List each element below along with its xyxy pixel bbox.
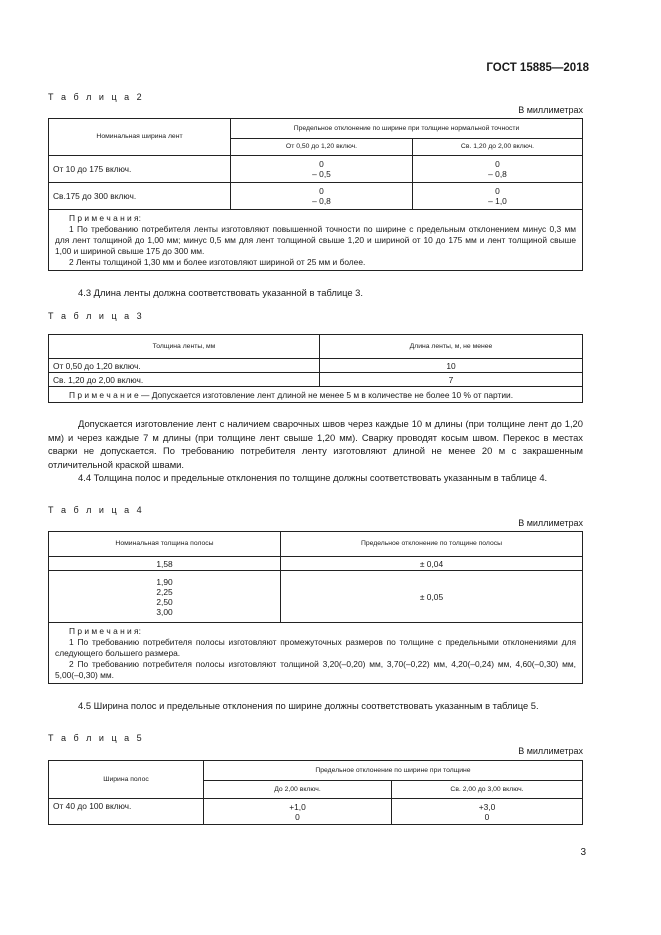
table2-row1-b1: 0 (495, 159, 500, 169)
table5-row1-label: От 40 до 100 включ. (49, 799, 204, 825)
table2-note1: 1 По требованию потребителя ленты изготовляют повышенной точности по ширине с предельным отклонением минус 0,3 мм для лент толщиной до 1,00 мм; минус 0,5 мм для лент толщиной свыше 1,20 и шириной от 10 до 175 мм и лент толщиной свыше 1,00 и шириной свыше 175 до 300 мм. (55, 224, 576, 256)
table5-row1-b1: +3,0 (478, 801, 496, 812)
paragraph-4-5: 4.5 Ширина полос и предельные отклонения по ширине должны соответствовать указанным в таблице 5. (78, 700, 539, 711)
table3-caption: Т а б л и ц а 3 (48, 311, 145, 321)
table2-sub2: Св. 1,20 до 2,00 включ. (413, 139, 583, 156)
table-row (49, 183, 583, 210)
table5-col-width: Ширина полос (49, 761, 204, 799)
table4-col1: Номинальная толщина полосы (49, 532, 281, 557)
table2-row2-a1: 0 (319, 186, 324, 196)
table4-row2-label-1: 1,90 (156, 576, 173, 587)
table5-row1-a1: +1,0 (289, 801, 306, 812)
table2-notes-title: П р и м е ч а н и я: (69, 213, 141, 223)
table3-row2-label: Св. 1,20 до 2,00 включ. (49, 373, 320, 387)
table5-units: В миллиметрах (518, 746, 583, 756)
table2-row2-label: Св.175 до 300 включ. (49, 183, 231, 210)
table2-row1-label: От 10 до 175 включ. (49, 156, 231, 183)
table2-sub1: От 0,50 до 1,20 включ. (231, 139, 413, 156)
table3-row1-label: От 0,50 до 1,20 включ. (49, 359, 320, 373)
table-row (49, 359, 583, 373)
table-row (49, 799, 583, 825)
table3-row1-value: 10 (320, 359, 583, 373)
table2-col-width: Номинальная ширина лент (49, 119, 231, 156)
table4-caption: Т а б л и ц а 4 (48, 505, 145, 515)
table3-note (49, 387, 583, 403)
table-row (49, 557, 583, 571)
table-row (49, 156, 583, 183)
table4-note2: 2 По требованию потребителя полосы изготовляют толщиной 3,20(–0,20) мм, 3,70(–0,22) мм, 4,20(–0,24) мм, 4,60(–0,30) мм, 5,00(–0,30) мм. (55, 659, 576, 680)
paragraph-welds: Допускается изготовление лент с наличием сварочных швов через каждые 10 м длины (при толщине лент до 1,20 мм) и через каждые 7 м длины (при толщине лент свыше 1,20 мм). Сварку проводят косым швом. Перекос в местах сварки не допускается. По требованию потребителя ленту изготовляют длиной не менее 20 м с закрашенным отличительной краской швами. (48, 418, 583, 470)
table2-row2-a2: – 0,8 (312, 196, 331, 206)
table5-row1-a2: 0 (295, 811, 300, 822)
table4-row2-label-4: 3,00 (156, 606, 173, 617)
table3-row2-value: 7 (320, 373, 583, 387)
table2-units: В миллиметрах (518, 105, 583, 115)
paragraph-4-4: 4.4 Толщина полос и предельные отклонения по толщине должны соответствовать указанным в таблице 4. (78, 472, 548, 483)
table4-row2-label-2: 2,25 (156, 586, 173, 597)
table4-row1-label: 1,58 (49, 557, 281, 571)
table2-row1-b2: – 0,8 (488, 169, 507, 179)
table5-sub2: Св. 2,00 до 3,00 включ. (392, 781, 583, 799)
table5-sub1: До 2,00 включ. (204, 781, 392, 799)
table4-note1: 1 По требованию потребителя полосы изготовляют промежуточных размеров по толщине с предельными отклонениями для следующего большего размера. (55, 637, 576, 658)
paragraph-4-3: 4.3 Длина ленты должна соответствовать указанной в таблице 3. (78, 287, 363, 298)
table2-notes (49, 210, 583, 271)
table4-units: В миллиметрах (518, 518, 583, 528)
table4-notes (49, 623, 583, 684)
table3-col2: Длина ленты, м, не менее (320, 335, 583, 359)
table5 (48, 760, 583, 825)
table4-notes-title: П р и м е ч а н и я: (69, 626, 141, 636)
table2-row2-b1: 0 (495, 186, 500, 196)
table5-caption: Т а б л и ц а 5 (48, 733, 145, 743)
table2-row1-a1: 0 (319, 159, 324, 169)
table4 (48, 531, 583, 684)
table2 (48, 118, 583, 271)
table2-note2: 2 Ленты толщиной 1,30 мм и более изготовляют шириной от 25 мм и более. (69, 257, 366, 267)
table4-row2-label-3: 2,50 (156, 596, 173, 607)
table3-col1: Толщина ленты, мм (49, 335, 320, 359)
table3 (48, 334, 583, 403)
table3-note-label: П р и м е ч а н и е (69, 389, 139, 400)
table4-col2: Предельное отклонение по толщине полосы (281, 532, 583, 557)
table2-row1-a2: – 0,5 (312, 169, 331, 179)
table-row (49, 373, 583, 387)
table2-row2-b2: – 1,0 (488, 196, 507, 206)
table4-row2-value: ± 0,05 (281, 571, 583, 623)
table4-row1-value: ± 0,04 (281, 557, 583, 571)
page-number: 3 (580, 847, 586, 858)
table3-note-text: — Допускается изготовление лент длиной не менее 5 м в количестве не более 10 % от партии. (138, 389, 514, 400)
table5-col-group: Предельное отклонение по ширине при толщине (204, 761, 583, 781)
table2-caption: Т а б л и ц а 2 (48, 92, 145, 102)
document-id: ГОСТ 15885—2018 (486, 62, 589, 74)
table5-row1-b2: 0 (484, 811, 490, 822)
table-row (49, 571, 583, 623)
table2-col-group: Предельное отклонение по ширине при толщине нормальной точности (231, 119, 583, 139)
